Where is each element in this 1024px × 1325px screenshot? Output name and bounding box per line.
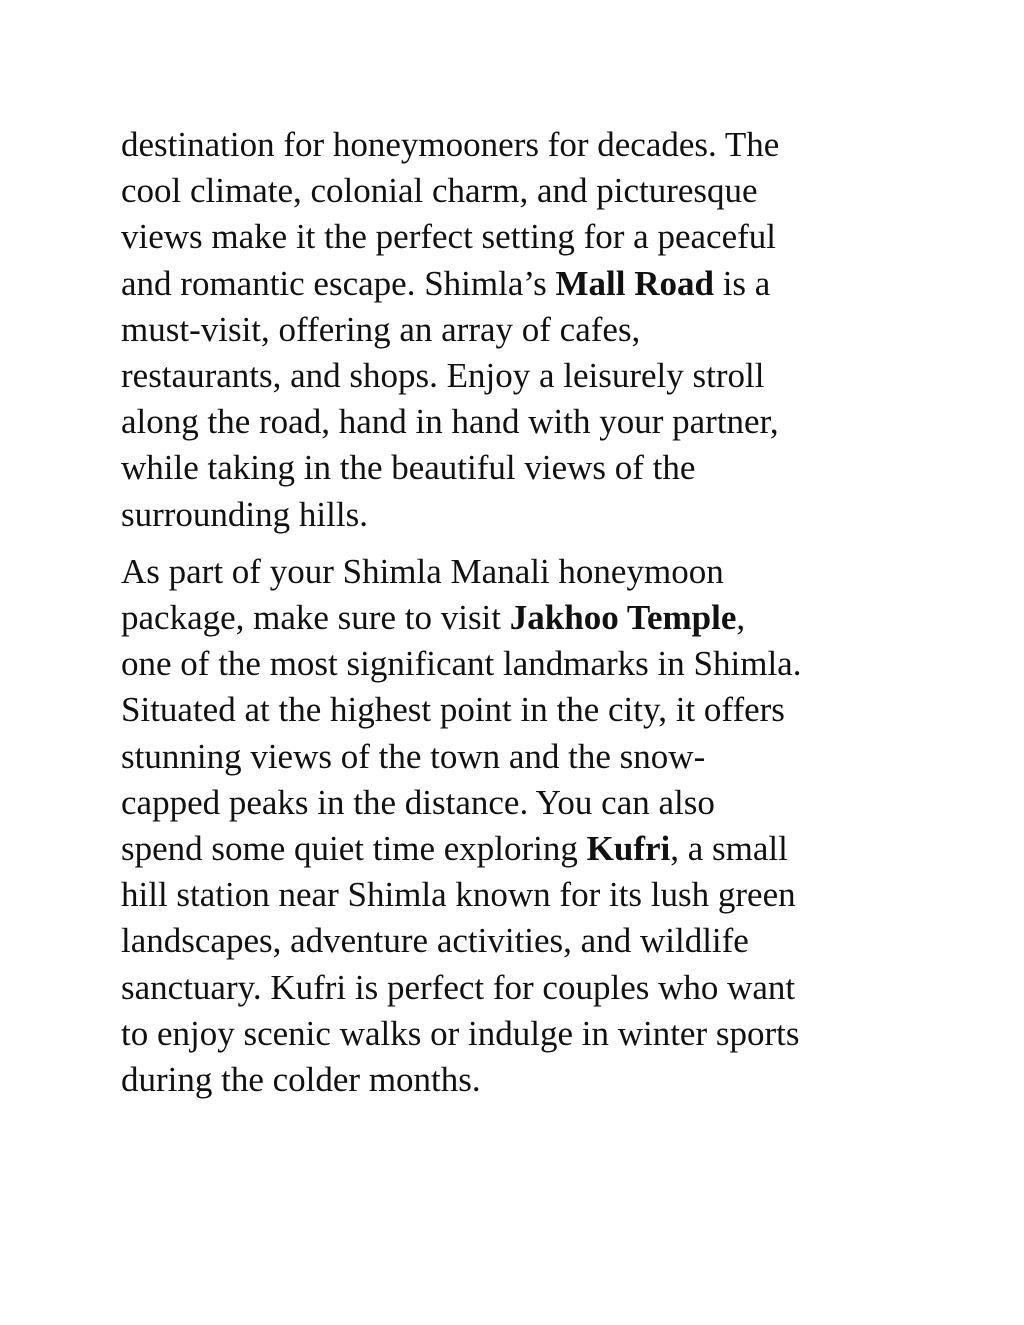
text-segment: package, make sure to visit	[121, 598, 510, 638]
text-segment: and romantic escape. Shimla’s	[121, 263, 556, 303]
text-line: cool climate, colonial charm, and picturesque	[121, 171, 758, 211]
text-line	[121, 595, 921, 641]
text-line: stunning views of the town and the snow-	[121, 736, 706, 776]
text-line: capped peaks in the distance. You can also	[121, 782, 715, 822]
text-line: to enjoy scenic walks or indulge in winter sports	[121, 1013, 800, 1053]
text-segment: spend some quiet time exploring	[121, 829, 587, 869]
paragraph-mall-road	[121, 122, 921, 538]
text-line: views make it the perfect setting for a peaceful	[121, 217, 776, 257]
text-line: must-visit, offering an array of cafes,	[121, 309, 641, 349]
jakhoo-temple-emphasis: Jakhoo Temple	[509, 598, 737, 638]
text-segment: , a small	[670, 829, 788, 869]
kufri-emphasis: Kufri	[586, 829, 671, 869]
text-line	[121, 261, 921, 307]
text-line: during the colder months.	[121, 1060, 481, 1100]
text-line: hill station near Shimla known for its lush green	[121, 875, 796, 915]
text-line	[121, 826, 921, 872]
text-line: Situated at the highest point in the city, it offers	[121, 690, 785, 730]
text-line: As part of your Shimla Manali honeymoon	[121, 551, 724, 591]
text-line: landscapes, adventure activities, and wildlife	[121, 921, 749, 961]
text-line: one of the most significant landmarks in Shimla.	[121, 644, 802, 684]
body-text	[121, 122, 921, 1103]
text-line: sanctuary. Kufri is perfect for couples who want	[121, 967, 796, 1007]
paragraph-jakhoo-kufri	[121, 549, 921, 1103]
text-segment: is a	[713, 263, 771, 303]
text-line: along the road, hand in hand with your partner,	[121, 402, 779, 442]
text-line: surrounding hills.	[121, 494, 368, 534]
text-line: destination for honeymooners for decades. The	[121, 125, 780, 164]
text-line: while taking in the beautiful views of the	[121, 448, 696, 488]
mall-road-emphasis: Mall Road	[555, 263, 714, 303]
text-segment: ,	[736, 598, 746, 638]
text-line: restaurants, and shops. Enjoy a leisurely stroll	[121, 356, 765, 396]
